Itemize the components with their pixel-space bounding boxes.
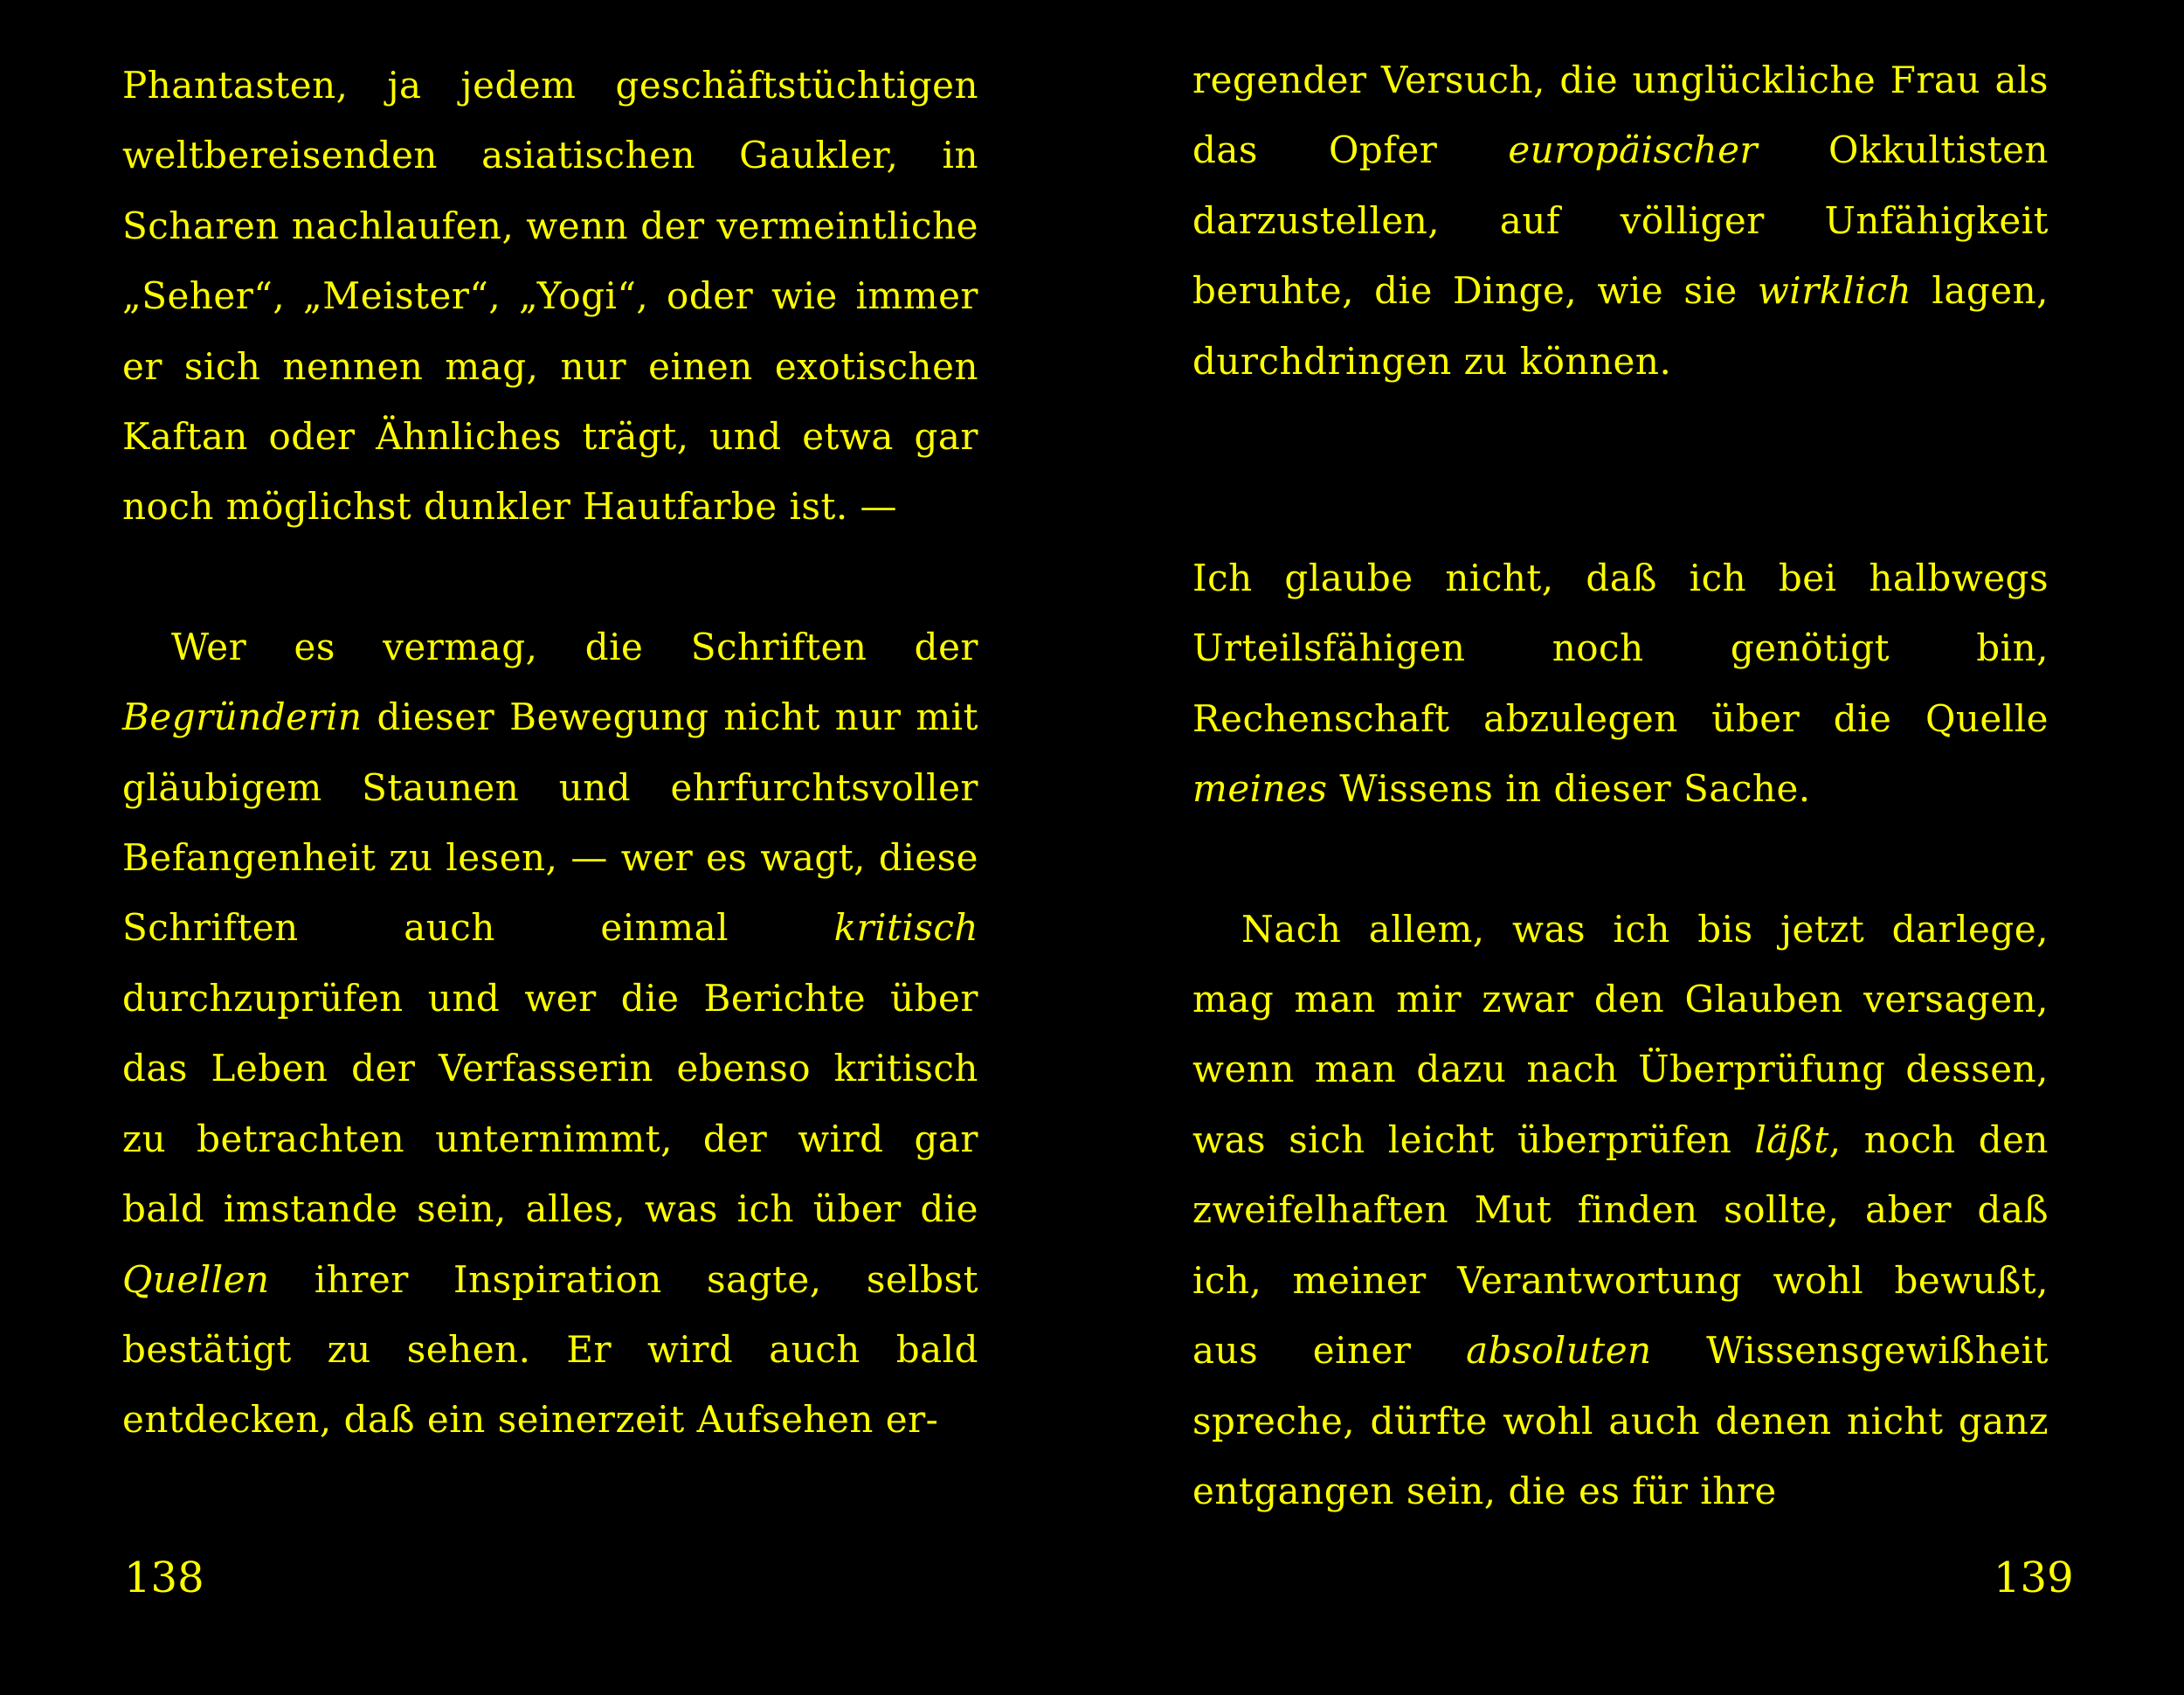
italic-text-segment: europäischer bbox=[1508, 128, 1758, 172]
paragraph bbox=[1192, 543, 2049, 825]
italic-text-segment: kritisch bbox=[833, 906, 978, 950]
page-number-right: 139 bbox=[1994, 1553, 2074, 1602]
paragraph-gap bbox=[122, 543, 978, 612]
left-page bbox=[122, 51, 978, 1456]
text-segment: lagen, durchdringen zu können. bbox=[1192, 269, 2049, 383]
italic-text-segment: läßt bbox=[1754, 1117, 1829, 1161]
text-segment: Wissens in dieser Sache. bbox=[1327, 767, 1811, 811]
paragraph-gap bbox=[1192, 397, 2049, 543]
paragraph bbox=[122, 51, 978, 543]
text-segment: durchzuprüfen und wer die Berichte über das Leben der Verfasserin ebenso kritisch zu betrachten unternimmt, der wird gar bald imstande sein, alles, was ich über die bbox=[122, 976, 978, 1231]
italic-text-segment: Quellen bbox=[122, 1257, 270, 1301]
text-segment: ihrer Inspiration sagte, selbst bestätigt zu sehen. Er wird auch bald entdecken, daß ein seinerzeit Aufsehen er- bbox=[122, 1257, 978, 1442]
italic-text-segment: meines bbox=[1192, 767, 1328, 811]
paragraph-gap bbox=[1192, 825, 2049, 895]
italic-text-segment: Begründerin bbox=[122, 695, 363, 739]
text-segment: Nach allem, was ich bis jetzt darlege, mag man mir zwar den Glauben versagen, wenn man dazu nach Überprüfung dessen, was sich leicht überprüfen bbox=[1192, 907, 2049, 1161]
text-segment: regender Versuch, die unglückliche Frau als das Opfer bbox=[1192, 59, 2049, 172]
paragraph bbox=[122, 612, 978, 1456]
right-page bbox=[1192, 45, 2049, 1526]
text-segment: dieser Bewegung nicht nur mit gläubigem Staunen und ehrfurchtsvoller Befangenheit zu lesen, — wer es wagt, diese Schriften auch einmal bbox=[122, 695, 978, 950]
paragraph bbox=[1192, 45, 2049, 397]
text-segment: Phantasten, ja jedem geschäftstüchtigen weltbereisenden asiatischen Gaukler, in Scharen nachlaufen, wenn der vermeintliche „Seher“, „Meister“, „Yogi“, oder wie immer er sich nennen mag, nur einen exotischen Kaftan oder Ähnliches trägt, und etwa gar noch möglichst dunkler Hautfarbe ist. — bbox=[122, 64, 978, 529]
page-number-left: 138 bbox=[124, 1553, 204, 1602]
text-segment: Wer es vermag, die Schriften der bbox=[171, 625, 978, 668]
italic-text-segment: absoluten bbox=[1466, 1329, 1652, 1373]
text-segment: Okkultisten darzustellen, auf völliger Unfähigkeit beruhte, die Dinge, wie sie bbox=[1192, 128, 2049, 313]
text-segment: Ich glaube nicht, daß ich bei halbwegs Urteilsfähigen noch genötigt bin, Rechenschaft abzulegen über die Quelle bbox=[1192, 557, 2049, 740]
text-segment: , noch den zweifelhaften Mut finden sollte, aber daß ich, meiner Verantwortung wohl bewußt, aus einer bbox=[1192, 1117, 2049, 1373]
text-segment: Wissensgewißheit spreche, dürfte wohl auch denen nicht ganz entgangen sein, die es für ihre bbox=[1192, 1329, 2049, 1512]
paragraph bbox=[1192, 895, 2049, 1527]
italic-text-segment: wirklich bbox=[1757, 269, 1912, 313]
